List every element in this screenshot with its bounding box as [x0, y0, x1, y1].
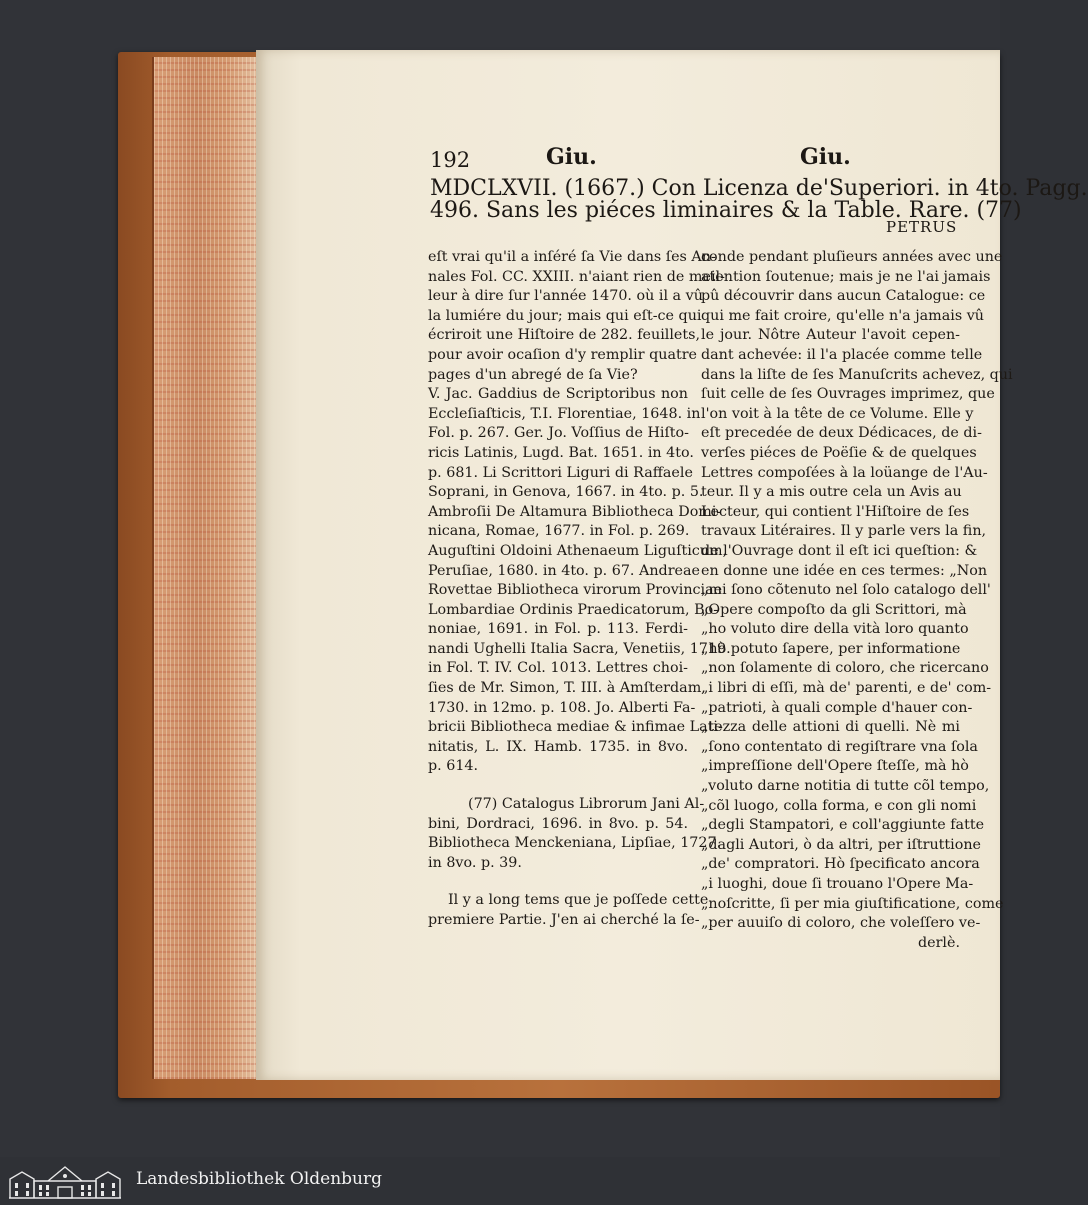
- left-body: [428, 248, 731, 777]
- text-line: verſes piéces de Poëſie & de quelques: [701, 444, 977, 461]
- text-line: leur à dire ſur l'année 1470. où il a vû: [428, 288, 703, 305]
- text-line: teur. Il y a mis outre cela un Avis au: [701, 484, 962, 501]
- text-line: qui me fait croire, qu'elle n'a jamais vû: [701, 307, 985, 324]
- text-line: „voluto darne notitia di tutte cõl tempo,: [701, 778, 990, 795]
- library-name: Landesbibliothek Oldenburg: [136, 1169, 383, 1189]
- text-line: „ſono contentato di regiſtrare vna ſola: [701, 738, 978, 755]
- right-column: [701, 248, 1013, 953]
- text-line: atention ſoutenue; mais je ne l'ai jamais: [701, 268, 991, 285]
- text-line: eſt precedée de deux Dédicaces, de di-: [701, 425, 982, 442]
- text-line: „Opere compoſto da gli Scrittori, mà: [701, 601, 967, 618]
- text-line: „i luoghi, doue ſi trouano l'Opere Ma-: [701, 876, 974, 892]
- text-line: dans la liſte de ſes Manuſcrits achevez, qui: [701, 366, 1013, 383]
- text-line: V. Jac. Gaddius de Scriptoribus non: [428, 386, 688, 403]
- text-line: 1730. in 12mo. p. 108. Jo. Alberti Fa-: [428, 699, 696, 716]
- text-line: pages d'un abregé de ſa Vie?: [428, 366, 638, 383]
- left-column: [428, 248, 731, 931]
- text-line: le jour. Nôtre Auteur l'avoit cepen-: [701, 327, 960, 344]
- text-line: „de' compratori. Hò ſpecificato ancora: [701, 856, 980, 873]
- text-line: Lettres compoſées à la loüange de l'Au-: [701, 464, 988, 481]
- text-line: de l'Ouvrage dont il eſt ici queſtion: &: [701, 542, 978, 559]
- running-head-right: Giu.: [800, 144, 851, 170]
- footnote-77: [428, 795, 722, 873]
- text-line: pour avoir ocaſion d'y remplir quatre: [428, 346, 698, 363]
- text-line: Lombardiae Ordinis Praedicatorum, Bo-: [428, 601, 719, 618]
- text-line: (77) Catalogus Librorum Jani Al-: [468, 796, 705, 813]
- text-line: dant achevée: il l'a placée comme telle: [701, 346, 983, 363]
- text-line: „non ſolamente di coloro, che ricercano: [701, 660, 989, 677]
- text-line: Lecteur, qui contient l'Hiſtoire de ſes: [701, 503, 970, 520]
- text-line: p. 681. Li Scrittori Liguri di Raffaele: [428, 464, 693, 481]
- text-line: travaux Litéraires. Il y parle vers la fin,: [701, 523, 987, 540]
- text-line: „ho voluto dire della vità loro quanto: [701, 621, 969, 638]
- library-building-icon: [8, 1163, 122, 1199]
- entry-title-line-2: 496. Sans les piéces liminaires & la Table. Rare. (77): [430, 198, 1022, 223]
- text-line: bini, Dordraci, 1696. in 8vo. p. 54.: [428, 815, 688, 832]
- text-line: „noſcritte, ſi per mia giuſtificatione, come: [701, 895, 1004, 912]
- text-line: „dagli Autori, ò da altri, per iſtruttione: [701, 836, 981, 853]
- text-line: bricii Bibliotheca mediae & infimae Lati-: [428, 719, 723, 736]
- text-line: p. 614.: [428, 758, 479, 775]
- page-edges: [152, 57, 258, 1079]
- text-line: „per auuiſo di coloro, che voleſſero ve-: [701, 915, 981, 932]
- text-line: conde pendant pluſieurs années avec une: [701, 249, 1003, 265]
- text-line: „patrioti, à quali comple d'hauer con-: [701, 699, 973, 716]
- text-line: ricis Latinis, Lugd. Bat. 1651. in 4to.: [428, 444, 694, 461]
- text-line: „tezza delle attioni di quelli. Nè mi: [701, 719, 960, 736]
- text-line: ſuit celle de ſes Ouvrages imprimez, que: [701, 386, 995, 403]
- catchword: PETRUS: [886, 218, 958, 236]
- text-line: Bibliotheca Menckeniana, Lipſiae, 1727.: [428, 835, 722, 852]
- text-line: nandi Ughelli Italia Sacra, Venetiis, 1719.: [428, 640, 731, 657]
- text-line: nales Fol. CC. XXIII. n'aiant rien de meil-: [428, 268, 725, 285]
- text-line: nitatis, L. IX. Hamb. 1735. in 8vo.: [428, 738, 688, 755]
- text-line: „impreſſione dell'Opere ſteſſe, mà hò: [701, 758, 969, 775]
- text-line: ſies de Mr. Simon, T. III. à Amſterdam,: [428, 680, 706, 697]
- text-line: Peruſiae, 1680. in 4to. p. 67. Andreae: [428, 562, 700, 579]
- text-line: in Fol. T. IV. Col. 1013. Lettres choi-: [428, 660, 688, 677]
- text-line: Rovettae Bibliotheca virorum Provinciae: [428, 582, 723, 599]
- page-number: 192: [430, 148, 471, 172]
- text-line: noniae, 1691. in Fol. p. 113. Ferdi-: [428, 621, 688, 638]
- left-tail: [428, 891, 709, 930]
- text-line: „cõl luogo, colla forma, e con gli nomi: [701, 797, 977, 814]
- text-line: derlè.: [917, 934, 960, 951]
- text-line: eſt vrai qu'il a inſéré ſa Vie dans ſes An-: [428, 249, 716, 265]
- text-line: écriroit une Hiſtoire de 282. feuillets,: [428, 327, 700, 344]
- text-line: premiere Partie. J'en ai cherché la ſe-: [428, 912, 700, 928]
- footer-bar: [0, 1157, 1000, 1205]
- text-line: Auguſtini Oldoini Athenaeum Liguſticum,: [428, 542, 728, 559]
- text-line: nicana, Romae, 1677. in Fol. p. 269.: [428, 523, 690, 540]
- text-line: „i libri di eſſi, mà de' parenti, e de' com-: [701, 680, 992, 697]
- text-line: Ambroſii De Altamura Bibliotheca Domi-: [428, 503, 722, 520]
- text-line: Fol. p. 267. Ger. Jo. Voſſius de Hiſto-: [428, 425, 689, 442]
- text-line: „mi ſono cõtenuto nel ſolo catalogo dell': [701, 582, 991, 599]
- text-line: en donne une idée en ces termes: „Non: [701, 562, 988, 579]
- text-line: Soprani, in Genova, 1667. in 4to. p. 5.: [428, 484, 704, 501]
- text-line: „degli Stampatori, e coll'aggiunte fatte: [701, 817, 985, 834]
- text-line: l'on voit à la tête de ce Volume. Elle y: [701, 405, 974, 422]
- entry-title-line-1: MDCLXVII. (1667.) Con Licenza de'Superiori. in 4to. Pagg.: [430, 176, 1088, 201]
- text-line: Il y a long tems que je poſſede cette: [448, 892, 709, 909]
- text-line: „hò potuto ſapere, per informatione: [701, 640, 961, 657]
- text-line: Eccleſiaſticis, T.I. Florentiae, 1648. in: [428, 405, 701, 422]
- text-line: pû découvrir dans aucun Catalogue: ce: [701, 288, 986, 305]
- text-line: in 8vo. p. 39.: [428, 854, 522, 871]
- text-line: la lumiére du jour; mais qui eſt-ce qui: [428, 307, 702, 324]
- running-head-left: Giu.: [546, 144, 597, 170]
